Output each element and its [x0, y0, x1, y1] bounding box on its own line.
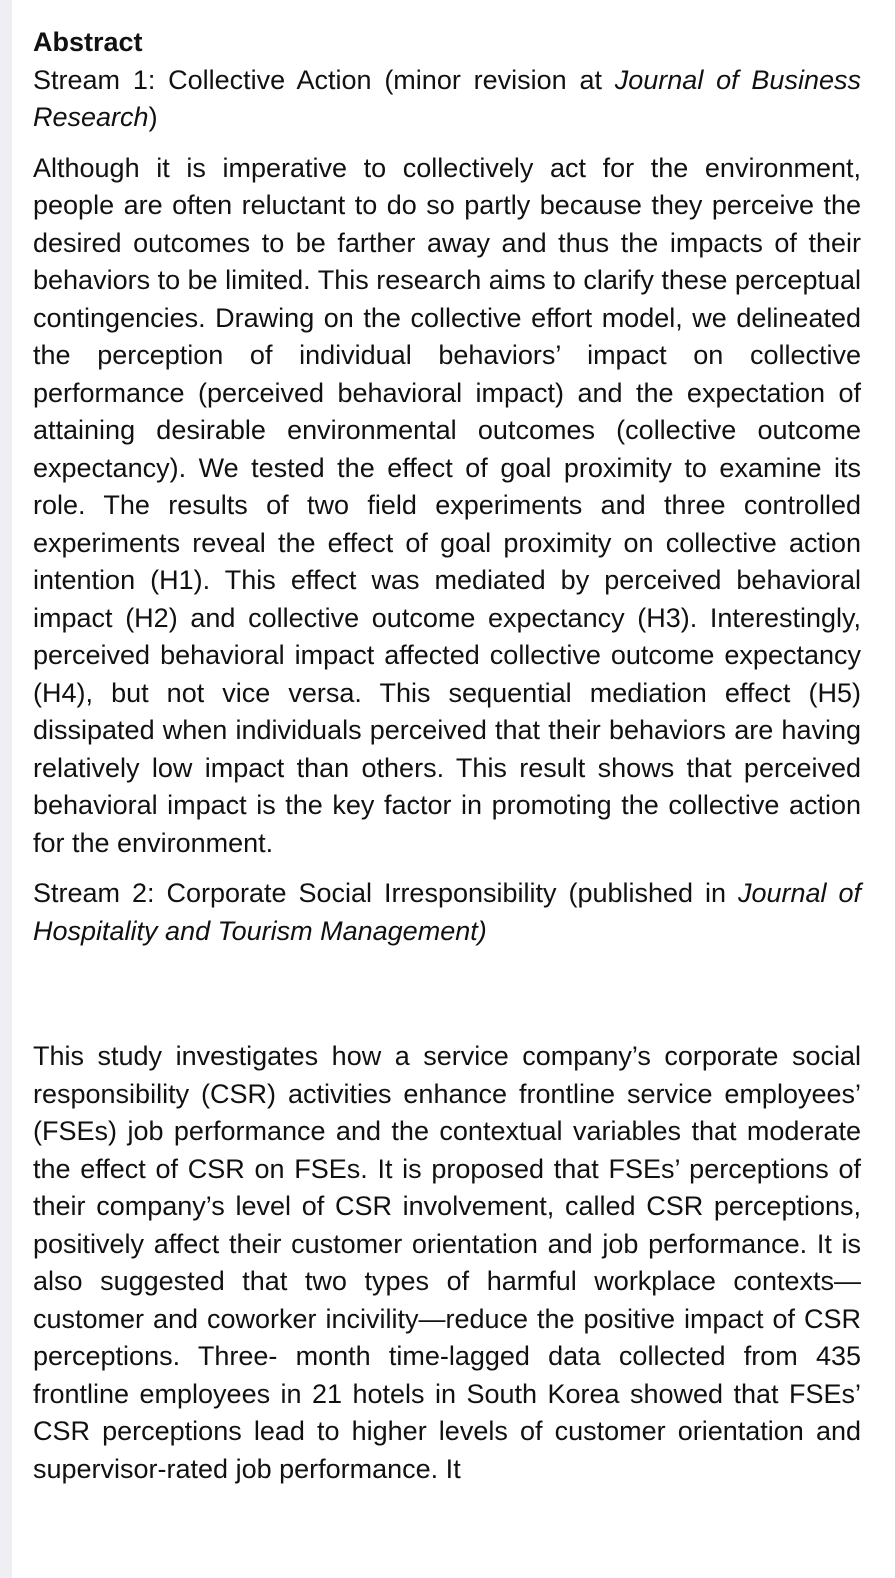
document-body [33, 24, 861, 1488]
stream1-journal: Journal of Business Research [33, 64, 861, 132]
stream2-paragraph: This study investigates how a service company’s corporate social responsibility (CSR) activities enhance frontline service employees’ (FSEs) job performance and the contextual variables that moderate the effect of CSR on FSEs. It is proposed that FSEs’ perceptions of their company’s level of CSR involvement, called CSR perceptions, positively affect their customer orientation and job performance. It is also suggested that two types of harmful workplace contexts—customer and coworker incivility—reduce the positive impact of CSR perceptions. Three- month time-lagged data collected from 435 frontline employees in 21 hotels in South Korea showed that FSEs’ CSR perceptions lead to higher levels of customer orientation and supervisor-rated job performance. It [33, 1041, 861, 1484]
stream2-title [33, 875, 861, 950]
stream1-title [33, 62, 861, 137]
stream2-journal: Journal of Hospitality and Tourism Management) [33, 878, 861, 946]
stream1-title-close: ) [148, 102, 158, 132]
abstract-heading: Abstract [33, 27, 143, 57]
left-margin-bar [0, 0, 12, 1578]
stream1-title-text: Stream 1: Collective Action (minor revision at [33, 64, 615, 95]
stream2-title-text: Stream 2: Corporate Social Irresponsibility (published in [33, 878, 738, 908]
stream1-paragraph: Although it is imperative to collectively act for the environment, people are often reluctant to do so partly because they perceive the desired outcomes to be farther away and thus the impacts of their behaviors to be limited. This research aims to clarify these perceptual contingencies. Drawing on the collective effort model, we delineated the perception of individual behaviors’ impact on collective performance (perceived behavioral impact) and the expectation of attaining desirable environmental outcomes (collective outcome expectancy). We tested the effect of goal proximity to examine its role. The results of two field experiments and three controlled experiments reveal the effect of goal proximity on collective action intention (H1). This effect was mediated by perceived behavioral impact (H2) and collective outcome expectancy (H3). Interestingly, perceived behavioral impact affected collective outcome expectancy (H4), but not vice versa. This sequential mediation effect (H5) dissipated when individuals perceived that their behaviors are having relatively low impact than others. This result shows that perceived behavioral impact is the key factor in promoting the collective action for the environment. [33, 152, 861, 858]
